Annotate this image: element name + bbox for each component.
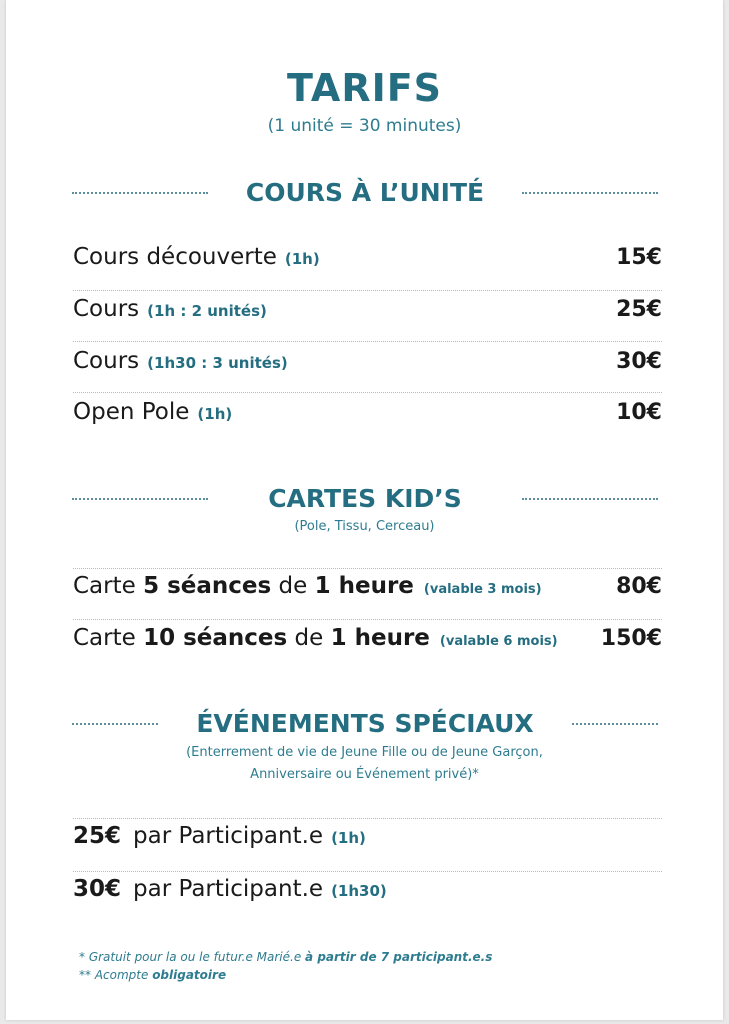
price-row-carte-10 xyxy=(73,625,662,651)
price-row-open-pole xyxy=(73,399,662,425)
card-prefix: Carte xyxy=(73,573,136,599)
item-label: Open Pole xyxy=(73,399,190,425)
footnote-text: * Gratuit pour la ou le futur.e Marié.e xyxy=(79,950,302,964)
item-price: 25€ xyxy=(616,297,662,322)
footnote-deposit xyxy=(79,968,226,982)
item-label: Cours xyxy=(73,296,140,322)
section-title-cours: COURS À L’UNITÉ xyxy=(245,178,485,207)
card-mid: de xyxy=(294,625,324,651)
row-divider xyxy=(73,871,662,872)
price-row-event-1h xyxy=(73,823,662,849)
item-price: 10€ xyxy=(616,400,662,425)
event-price: 30€ xyxy=(73,876,122,902)
page-title: TARIFS xyxy=(286,66,443,110)
row-divider xyxy=(73,818,662,819)
item-detail: (1h) xyxy=(284,250,320,268)
section-header-cartes-kids xyxy=(72,484,658,513)
item-price: 15€ xyxy=(616,245,662,270)
item-price: 30€ xyxy=(616,349,662,374)
item-price: 80€ xyxy=(616,574,662,599)
card-validity: (valable 3 mois) xyxy=(423,582,542,597)
item-label: Cours xyxy=(73,348,140,374)
section-title-evenements: ÉVÉNEMENTS SPÉCIAUX xyxy=(196,709,534,738)
note-line-1: (Enterrement de vie de Jeune Fille ou de Jeune Garçon, xyxy=(186,745,543,760)
card-prefix: Carte xyxy=(73,625,136,651)
section-note-cartes-kids: (Pole, Tissu, Cerceau) xyxy=(294,519,435,534)
card-duration: 1 heure xyxy=(330,625,430,651)
row-divider xyxy=(73,290,662,291)
card-mid: de xyxy=(278,573,308,599)
footnote-text: ** Acompte xyxy=(79,968,149,982)
page-subtitle: (1 unité = 30 minutes) xyxy=(267,116,462,136)
price-row-cours-1h xyxy=(73,296,662,322)
item-price: 150€ xyxy=(600,626,662,651)
item-detail: (1h) xyxy=(197,405,233,423)
event-label: par Participant.e xyxy=(133,823,324,849)
footnote-free xyxy=(79,950,492,964)
row-divider xyxy=(73,568,662,569)
row-divider xyxy=(73,619,662,620)
price-row-cours-1h30 xyxy=(73,348,662,374)
footnote-bold: à partir de 7 participant.e.s xyxy=(305,950,493,964)
dotted-divider-left xyxy=(72,723,158,725)
card-count: 10 séances xyxy=(143,625,288,651)
card-validity: (valable 6 mois) xyxy=(439,634,558,649)
dotted-divider-left xyxy=(72,498,208,500)
note-line-2: Anniversaire ou Événement privé)* xyxy=(250,767,479,782)
section-note-evenements xyxy=(6,742,723,786)
section-header-evenements xyxy=(72,709,658,738)
event-detail: (1h) xyxy=(331,829,366,847)
event-detail: (1h30) xyxy=(331,882,387,900)
item-detail: (1h : 2 unités) xyxy=(147,302,267,320)
dotted-divider-right xyxy=(522,192,658,194)
price-row-cours-decouverte xyxy=(73,244,662,270)
item-label: Cours découverte xyxy=(73,244,277,270)
price-row-event-1h30 xyxy=(73,876,662,902)
price-row-carte-5 xyxy=(73,573,662,599)
item-detail: (1h30 : 3 unités) xyxy=(147,354,288,372)
card-count: 5 séances xyxy=(143,573,272,599)
section-title-cartes-kids: CARTES KID’S xyxy=(268,484,462,513)
footnote-bold: obligatoire xyxy=(152,968,227,982)
row-divider xyxy=(73,341,662,342)
card-duration: 1 heure xyxy=(314,573,414,599)
event-price: 25€ xyxy=(73,823,122,849)
section-header-cours xyxy=(72,178,658,207)
dotted-divider-left xyxy=(72,192,208,194)
price-sheet xyxy=(6,0,723,1020)
dotted-divider-right xyxy=(572,723,658,725)
row-divider xyxy=(73,392,662,393)
event-label: par Participant.e xyxy=(133,876,324,902)
dotted-divider-right xyxy=(522,498,658,500)
